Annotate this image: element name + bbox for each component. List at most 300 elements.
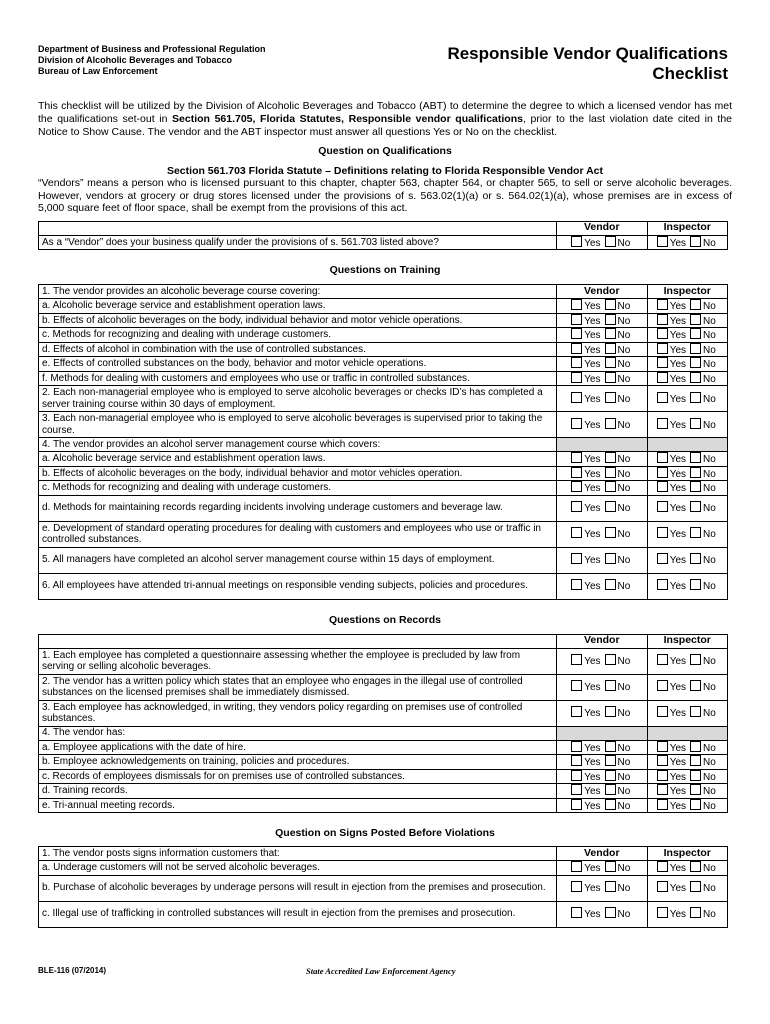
dept-line: Division of Alcoholic Beverages and Tobacco [38,55,233,65]
vendor-no-checkbox[interactable] [605,481,616,492]
vendor-answer [557,573,648,599]
question-text: b. Purchase of alcoholic beverages by underage persons will result in ejection from the premises and prosecution. [39,875,557,901]
vendor-yes-checkbox[interactable] [571,881,582,892]
inspector-yes-checkbox[interactable] [657,467,668,478]
checklist-row [39,755,728,770]
vendor-yes-checkbox[interactable] [571,799,582,810]
inspector-yes-checkbox[interactable] [657,357,668,368]
question-text: 1. The vendor posts signs information customers that: [39,847,557,861]
vendor-answer [557,412,648,438]
vendor-answer [557,521,648,547]
yes-label: Yes [669,757,687,768]
inspector-answer [647,875,727,901]
question-text: e. Effects of controlled substances on the body, behavior and motor vehicle operations. [39,357,557,372]
no-label: No [617,863,631,874]
no-label: No [617,393,631,405]
vendor-no-checkbox[interactable] [605,907,616,918]
checklist-row [39,784,728,799]
question-text: 4. The vendor provides an alcohol server management course which covers: [39,438,557,452]
vendor-no-checkbox[interactable] [605,741,616,752]
yes-label: Yes [584,454,601,465]
question-text: 1. The vendor provides an alcoholic beverage course covering: [39,285,557,299]
no-label: No [617,771,631,783]
no-label: No [703,359,716,370]
inspector-yes-checkbox[interactable] [657,418,668,429]
no-label: No [703,330,716,341]
yes-label: Yes [669,468,687,480]
vendor-yes-checkbox[interactable] [571,418,582,429]
yes-label: Yes [584,757,601,768]
vendor-no-checkbox[interactable] [605,527,616,538]
inspector-no-checkbox[interactable] [690,418,701,429]
vendor-no-checkbox[interactable] [605,680,616,691]
no-label: No [703,301,716,312]
question-text: 3. Each employee has acknowledged, in writing, they vendors policy regarding on premises use of controlled substances. [39,700,557,726]
vendor-yes-checkbox[interactable] [571,770,582,781]
checklist-row [39,495,728,521]
title-line-1: Responsible Vendor Qualifications [447,44,728,63]
vendor-no-checkbox[interactable] [605,418,616,429]
inspector-yes-checkbox[interactable] [657,343,668,354]
vendor-yes-checkbox[interactable] [571,481,582,492]
qualifications-heading: Question on Qualifications [318,145,452,157]
vendor-answer [557,299,648,314]
yes-label: Yes [584,883,601,895]
vendor-no-checkbox[interactable] [605,372,616,383]
yes-label: Yes [669,682,687,694]
inspector-yes-checkbox[interactable] [657,861,668,872]
no-label: No [617,344,631,356]
no-label: No [617,359,631,370]
inspector-yes-checkbox[interactable] [657,706,668,717]
no-label: No [617,503,631,515]
vendor-yes-checkbox[interactable] [571,741,582,752]
vendor-column-header: Vendor [557,285,648,299]
inspector-no-checkbox[interactable] [690,236,701,247]
inspector-answer [647,495,727,521]
vendor-no-checkbox[interactable] [605,770,616,781]
vendor-yes-checkbox[interactable] [571,553,582,564]
inspector-no-checkbox[interactable] [690,654,701,665]
vendor-yes-checkbox[interactable] [571,501,582,512]
inspector-yes-checkbox[interactable] [657,314,668,325]
no-label: No [617,656,631,668]
question-text: a. Employee applications with the date of hire. [39,740,557,755]
question-text: d. Effects of alcohol in combination with the use of controlled substances. [39,342,557,357]
vendor-column-header: Vendor [557,847,648,861]
yes-label: Yes [584,581,601,593]
vendor-yes-checkbox[interactable] [571,527,582,538]
inspector-no-checkbox[interactable] [690,328,701,339]
yes-label: Yes [584,344,601,356]
checklist-row [39,700,728,726]
question-text: 4. The vendor has: [39,726,557,740]
inspector-yes-checkbox[interactable] [657,755,668,766]
yes-label: Yes [669,863,687,874]
checklist-row [39,412,728,438]
title-line-2: Checklist [652,64,728,83]
no-label: No [617,419,631,431]
inspector-yes-checkbox[interactable] [657,784,668,795]
inspector-no-checkbox[interactable] [690,680,701,691]
vendor-no-checkbox[interactable] [605,299,616,310]
inspector-answer [647,371,727,386]
yes-label: Yes [669,883,687,895]
question-text: f. Methods for dealing with customers and employees who use or traffic in controlled substances. [39,371,557,386]
no-label: No [617,708,631,720]
inspector-answer [647,573,727,599]
inspector-no-checkbox[interactable] [690,527,701,538]
no-label: No [617,742,631,754]
vendor-no-checkbox[interactable] [605,579,616,590]
vendor-answer [557,342,648,357]
question-text: c. Methods for recognizing and dealing with underage customers. [39,481,557,496]
no-label: No [617,315,631,327]
inspector-no-checkbox[interactable] [690,372,701,383]
vendor-no-checkbox[interactable] [605,654,616,665]
vendor-yes-checkbox[interactable] [571,861,582,872]
vendor-yes-checkbox[interactable] [571,654,582,665]
qualifications-table [38,221,728,251]
no-label: No [617,373,631,385]
inspector-answer [647,386,727,412]
vendor-no-checkbox[interactable] [605,357,616,368]
no-label: No [703,656,716,668]
checklist-row [39,328,728,343]
vendor-no-checkbox[interactable] [605,392,616,403]
no-label: No [617,483,631,494]
inspector-answer [647,481,727,496]
question-text: 6. All employees have attended tri-annual meetings on responsible vending subjects, policies and procedures. [39,573,557,599]
vendor-yes-checkbox[interactable] [571,680,582,691]
vendor-no-checkbox[interactable] [605,328,616,339]
shaded-cell [647,726,727,740]
vendor-answer [557,861,648,876]
inspector-yes-checkbox[interactable] [657,907,668,918]
inspector-column-header: Inspector [647,221,727,235]
vendor-yes-checkbox[interactable] [571,328,582,339]
inspector-no-checkbox[interactable] [690,741,701,752]
question-text: b. Effects of alcoholic beverages on the body, individual behavior and motor vehicle operations. [39,313,557,328]
no-label: No [617,909,631,921]
yes-label: Yes [669,359,687,370]
department-block [38,44,266,77]
yes-label: Yes [669,771,687,783]
vendor-answer [557,466,648,481]
no-label: No [703,503,716,515]
training-heading: Questions on Training [329,264,441,276]
vendor-yes-checkbox[interactable] [571,343,582,354]
no-label: No [703,237,716,249]
yes-label: Yes [584,529,601,541]
records-table [38,634,728,814]
vendor-yes-checkbox[interactable] [571,784,582,795]
no-label: No [703,863,716,874]
inspector-answer [647,452,727,467]
no-label: No [703,529,716,541]
inspector-yes-checkbox[interactable] [657,553,668,564]
yes-label: Yes [584,315,601,327]
no-label: No [703,419,716,431]
yes-label: Yes [584,503,601,515]
yes-label: Yes [669,581,687,593]
agency-tagline: State Accredited Law Enforcement Agency [306,966,456,976]
no-label: No [703,315,716,327]
vendor-yes-checkbox[interactable] [571,392,582,403]
yes-label: Yes [669,393,687,405]
no-label: No [617,757,631,768]
no-label: No [703,800,716,812]
inspector-no-checkbox[interactable] [690,314,701,325]
records-heading: Questions on Records [328,613,442,626]
vendor-no-checkbox[interactable] [605,881,616,892]
vendor-no-checkbox[interactable] [605,784,616,795]
yes-label: Yes [669,301,687,312]
inspector-no-checkbox[interactable] [690,501,701,512]
inspector-no-checkbox[interactable] [690,392,701,403]
vendor-answer [557,875,648,901]
vendor-yes-checkbox[interactable] [571,236,582,247]
inspector-answer [647,798,727,813]
vendor-yes-checkbox[interactable] [571,706,582,717]
dept-line: Bureau of Law Enforcement [38,66,158,76]
yes-label: Yes [584,656,601,668]
checklist-row [39,438,728,452]
checklist-row [39,299,728,314]
inspector-yes-checkbox[interactable] [657,372,668,383]
vendor-answer [557,386,648,412]
inspector-yes-checkbox[interactable] [657,881,668,892]
no-label: No [703,909,716,921]
no-label: No [703,883,716,895]
inspector-no-checkbox[interactable] [690,579,701,590]
inspector-column-header: Inspector [647,847,727,861]
qualification-question: As a “Vendor” does your business qualify under the provisions of s. 561.703 listed above? [39,235,557,250]
vendor-answer [557,495,648,521]
vendor-no-checkbox[interactable] [605,236,616,247]
inspector-yes-checkbox[interactable] [657,654,668,665]
no-label: No [703,483,716,494]
vendor-answer [557,674,648,700]
vendor-yes-checkbox[interactable] [571,299,582,310]
inspector-yes-checkbox[interactable] [657,741,668,752]
vendor-yes-checkbox[interactable] [571,314,582,325]
inspector-yes-checkbox[interactable] [657,501,668,512]
no-label: No [703,468,716,480]
vendor-answer [557,371,648,386]
inspector-answer [647,466,727,481]
yes-label: Yes [669,555,687,567]
inspector-no-checkbox[interactable] [690,706,701,717]
vendor-answer [557,700,648,726]
yes-label: Yes [669,315,687,327]
inspector-yes-checkbox[interactable] [657,527,668,538]
inspector-no-checkbox[interactable] [690,881,701,892]
checklist-row [39,466,728,481]
inspector-yes-checkbox[interactable] [657,328,668,339]
inspector-yes-checkbox[interactable] [657,236,668,247]
no-label: No [617,581,631,593]
yes-label: Yes [669,800,687,812]
vendor-answer [557,755,648,770]
vendor-no-checkbox[interactable] [605,706,616,717]
yes-label: Yes [584,771,601,783]
page-footer [38,966,732,975]
vendor-answer [557,798,648,813]
inspector-answer [647,313,727,328]
inspector-column-header: Inspector [647,634,727,648]
inspector-no-checkbox[interactable] [690,907,701,918]
yes-label: Yes [584,330,601,341]
yes-label: Yes [669,419,687,431]
inspector-answer [647,412,727,438]
yes-label: Yes [669,454,687,465]
vendor-yes-checkbox[interactable] [571,452,582,463]
vendor-no-checkbox[interactable] [605,755,616,766]
no-label: No [703,344,716,356]
vendor-no-checkbox[interactable] [605,314,616,325]
inspector-answer [647,755,727,770]
vendor-answer [557,769,648,784]
question-text: b. Employee acknowledgements on training, policies and procedures. [39,755,557,770]
vendor-yes-checkbox[interactable] [571,467,582,478]
inspector-no-checkbox[interactable] [690,357,701,368]
checklist-row [39,573,728,599]
yes-label: Yes [584,708,601,720]
signs-table [38,846,728,928]
inspector-no-checkbox[interactable] [690,799,701,810]
checklist-row [39,357,728,372]
checklist-row [39,313,728,328]
inspector-answer [647,861,727,876]
yes-label: Yes [669,786,687,797]
no-label: No [617,454,631,465]
inspector-yes-checkbox[interactable] [657,299,668,310]
question-text: 2. The vendor has a written policy which states that an employee who engages in the illegal use of controlled substances on the licensed premises shall be immediately dismissed. [39,674,557,700]
yes-label: Yes [669,373,687,385]
inspector-answer [647,674,727,700]
no-label: No [617,468,631,480]
inspector-yes-checkbox[interactable] [657,680,668,691]
yes-label: Yes [584,909,601,921]
vendor-answer [557,481,648,496]
vendor-yes-checkbox[interactable] [571,907,582,918]
inspector-no-checkbox[interactable] [690,343,701,354]
vendor-column-header: Vendor [557,634,648,648]
inspector-yes-checkbox[interactable] [657,770,668,781]
inspector-no-checkbox[interactable] [690,770,701,781]
question-text: a. Underage customers will not be served alcoholic beverages. [39,861,557,876]
inspector-no-checkbox[interactable] [690,481,701,492]
inspector-yes-checkbox[interactable] [657,579,668,590]
checklist-row [39,547,728,573]
question-text: c. Illegal use of trafficking in controlled substances will result in ejection from the premises and prosecution. [39,901,557,927]
inspector-no-checkbox[interactable] [690,299,701,310]
no-label: No [617,529,631,541]
intro-paragraph [38,100,732,139]
vendor-yes-checkbox[interactable] [571,579,582,590]
inspector-no-checkbox[interactable] [690,452,701,463]
inspector-no-checkbox[interactable] [690,861,701,872]
inspector-no-checkbox[interactable] [690,784,701,795]
checklist-row [39,342,728,357]
inspector-no-checkbox[interactable] [690,553,701,564]
no-label: No [703,581,716,593]
no-label: No [617,883,631,895]
no-label: No [703,682,716,694]
vendor-no-checkbox[interactable] [605,452,616,463]
vendor-answer [557,784,648,799]
inspector-no-checkbox[interactable] [690,467,701,478]
yes-label: Yes [669,330,687,341]
checklist-row [39,285,728,299]
vendor-answer [557,357,648,372]
no-label: No [703,708,716,720]
vendor-no-checkbox[interactable] [605,553,616,564]
checklist-row [39,847,728,861]
vendor-answer [557,901,648,927]
vendor-yes-checkbox[interactable] [571,372,582,383]
yes-label: Yes [669,656,687,668]
yes-label: Yes [669,503,687,515]
vendor-answer [557,547,648,573]
inspector-answer [647,342,727,357]
yes-label: Yes [669,237,687,249]
inspector-yes-checkbox[interactable] [657,481,668,492]
yes-label: Yes [584,555,601,567]
question-text: 1. Each employee has completed a questionnaire assessing whether the employee is precluded by law from serving or selling alcoholic beverages. [39,648,557,674]
inspector-no-checkbox[interactable] [690,755,701,766]
inspector-column-header: Inspector [647,285,727,299]
yes-label: Yes [584,800,601,812]
inspector-yes-checkbox[interactable] [657,392,668,403]
inspector-answer [647,547,727,573]
yes-label: Yes [584,786,601,797]
inspector-yes-checkbox[interactable] [657,799,668,810]
checklist-row [39,726,728,740]
vendor-no-checkbox[interactable] [605,501,616,512]
vendor-answer [557,648,648,674]
vendor-no-checkbox[interactable] [605,467,616,478]
shaded-cell [557,726,648,740]
question-text: a. Alcoholic beverage service and establishment operation laws. [39,452,557,467]
inspector-yes-checkbox[interactable] [657,452,668,463]
no-label: No [617,330,631,341]
inspector-answer [647,700,727,726]
checklist-row [39,386,728,412]
vendor-yes-checkbox[interactable] [571,357,582,368]
inspector-answer [647,648,727,674]
yes-label: Yes [669,708,687,720]
yes-label: Yes [584,483,601,494]
checklist-row [39,901,728,927]
yes-label: Yes [669,742,687,754]
no-label: No [703,393,716,405]
yes-label: Yes [584,373,601,385]
inspector-answer [647,740,727,755]
vendor-no-checkbox[interactable] [605,799,616,810]
vendor-yes-checkbox[interactable] [571,755,582,766]
question-text: c. Records of employees dismissals for on premises use of controlled substances. [39,769,557,784]
vendor-no-checkbox[interactable] [605,343,616,354]
form-number: BLE-116 (07/2014) [38,966,107,975]
no-label: No [703,555,716,567]
no-label: No [617,301,631,312]
vendor-answer [557,313,648,328]
yes-label: Yes [584,742,601,754]
vendor-no-checkbox[interactable] [605,861,616,872]
checklist-row [39,798,728,813]
